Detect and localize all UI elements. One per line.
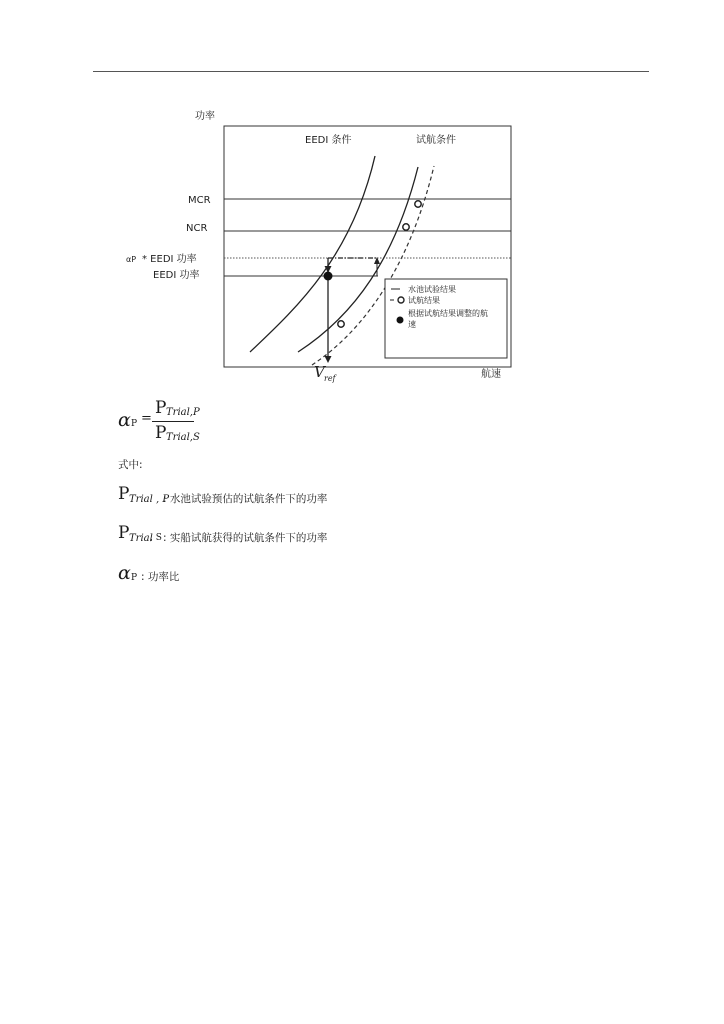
- def1-symbol: P: [118, 484, 130, 504]
- alpha-symbol-label: αP: [126, 255, 137, 264]
- def3-sub: P: [131, 573, 138, 583]
- alpha-eedi-label: * EEDI 功率: [142, 254, 197, 265]
- filled-marker: [324, 272, 333, 281]
- legend-line-label: 水池试验结果: [408, 285, 456, 294]
- def3-symbol: α: [118, 562, 131, 584]
- formula-alpha: α: [118, 409, 131, 431]
- def1-sub: Trial , P: [129, 494, 170, 505]
- eedi-power-label: EEDI 功率: [153, 270, 200, 281]
- trial-curve-label: 试航条件: [416, 135, 456, 146]
- legend-open-label: 试航结果: [408, 296, 440, 305]
- formula-denominator-sub: Trial,S: [166, 432, 200, 443]
- def2-text: : 实船试航获得的试航条件下的功率: [163, 532, 328, 544]
- where-text: 式中:: [118, 459, 143, 471]
- eedi-curve: [250, 156, 375, 352]
- legend-filled-label-1: 根据试航结果调整的航: [408, 309, 488, 318]
- legend-filled-label-2: 速: [408, 320, 416, 329]
- formula-numerator-p: P: [155, 398, 167, 418]
- def1-text: : 水池试验预估的试航条件下的功率: [163, 493, 328, 505]
- legend-open-swatch: [398, 297, 404, 303]
- ncr-label: NCR: [186, 223, 208, 234]
- formula-numerator-sub: Trial,P: [166, 407, 200, 418]
- vref-label: V: [314, 363, 325, 381]
- def2-symbol: P: [118, 523, 130, 543]
- open-marker-2: [403, 224, 409, 230]
- mcr-label: MCR: [188, 195, 211, 206]
- eedi-curve-label: EEDI 条件: [305, 135, 352, 146]
- formula-denominator-p: P: [155, 423, 167, 443]
- def2-sub2: , S: [150, 533, 162, 543]
- formula-alpha-sub: P: [131, 419, 138, 429]
- def3-text: : 功率比: [141, 571, 180, 583]
- open-marker-1: [415, 201, 421, 207]
- y-axis-label: 功率: [195, 111, 215, 122]
- legend-filled-swatch: [397, 317, 404, 324]
- x-axis-label: 航速: [481, 369, 501, 380]
- formula-equals: =: [141, 411, 152, 426]
- def2-sub: Trial: [129, 533, 153, 544]
- vref-arrow-head: [325, 356, 332, 363]
- open-marker-3: [338, 321, 344, 327]
- vref-sub-label: ref: [324, 374, 336, 383]
- fraction-bar: [152, 421, 194, 422]
